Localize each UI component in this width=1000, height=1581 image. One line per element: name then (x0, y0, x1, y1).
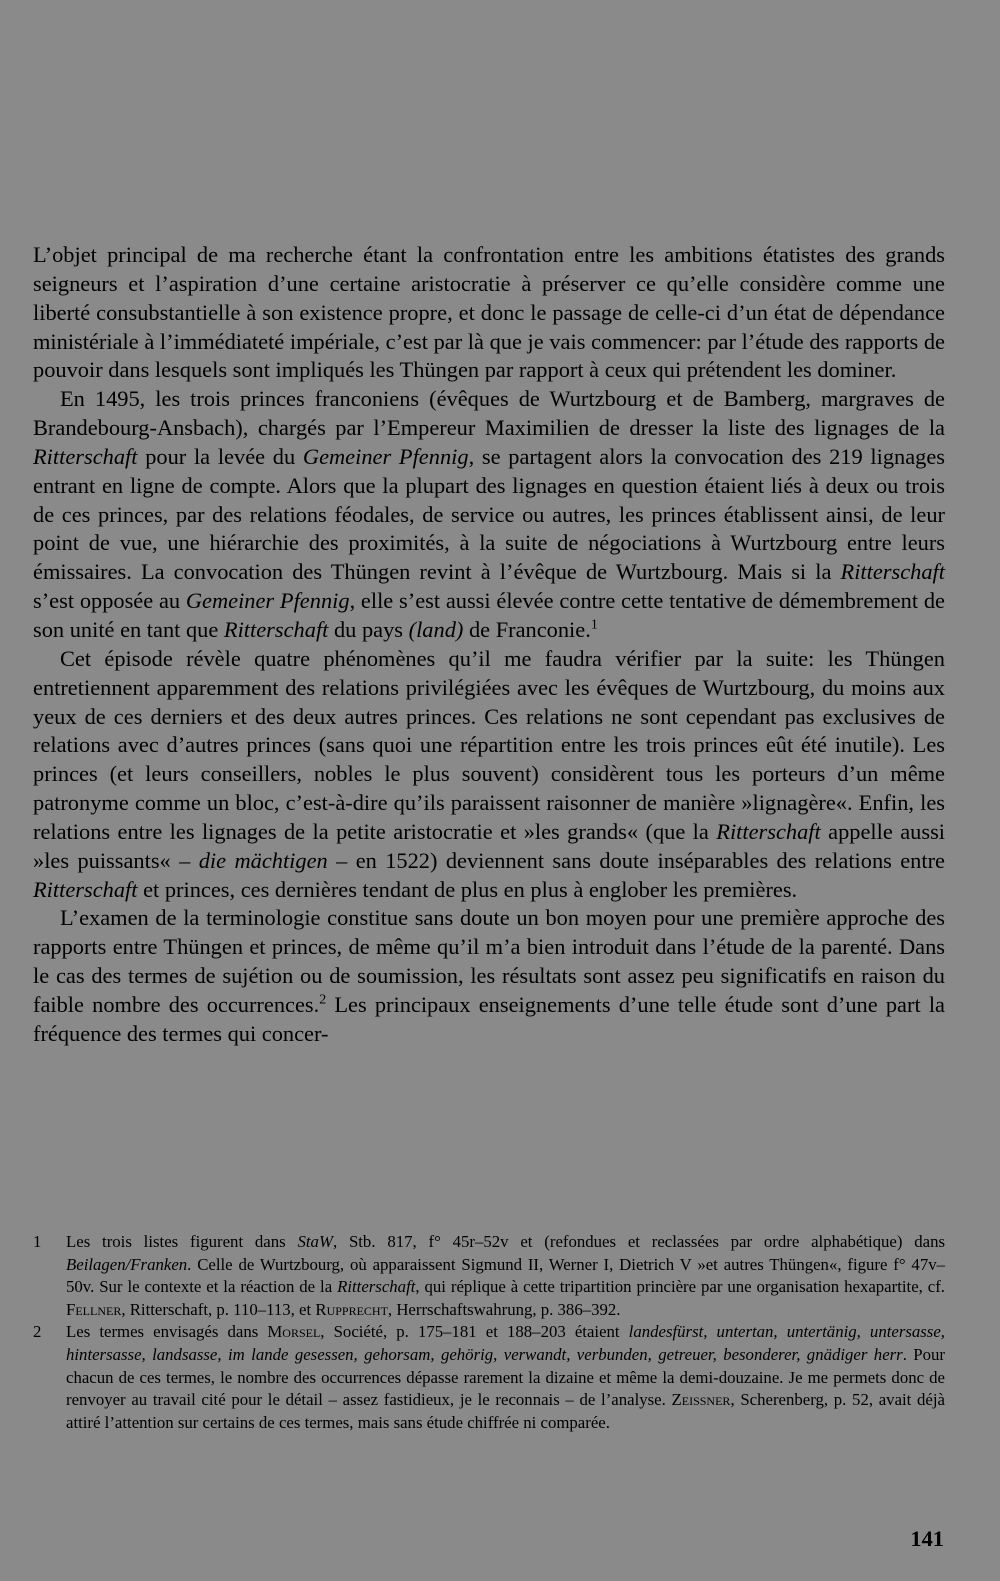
italic-text: Ritterschaft (840, 559, 945, 585)
text-run: Cet épisode révèle quatre phénomènes qu’il me faudra vérifier par la suite: les Thüngen entretiennent apparemment des relations privilégiées avec les évêques de Wurtzbourg, du moins aux yeux de ces derniers et des deux autres princes. Ces relations ne sont cependant pas exclusives de relations avec d’autres princes (sans quoi une répartition entre les trois princes eût été inutile). Les princes (et leurs conseillers, nobles le plus souvent) considèrent tous les porteurs d’un même patronyme comme un bloc, c’est-à-dire qu’ils paraissent raisonner de manière »lignagère«. Enfin, les relations entre les lignages de la petite aristocratie et »les grands« (que la (33, 645, 945, 844)
text-run: L’objet principal de ma recherche étant la confrontation entre les ambitions étatistes des grands seigneurs et l’aspiration d’une certaine aristocratie à préserver ce qu’elle considère comme une liberté consubstantielle à son existence propre, et donc le passage de celle-ci d’un état de dépendance ministériale à l’immédiateté impériale, c’est par là que je vais commencer: par l’étude des rapports de pouvoir dans lesquels sont impliqués les Thüngen par rapport à ceux qui prétendent les dominer. (33, 242, 945, 383)
italic-text: Ritterschaft (33, 876, 138, 902)
footnotes (33, 1231, 945, 1434)
text-run: , Herrschaftswahrung, p. 386–392. (387, 1299, 621, 1319)
text-run: , Société, p. 175–181 et 188–203 étaient (320, 1322, 629, 1342)
paragraph (33, 385, 945, 645)
text-run: pour la levée du (137, 443, 303, 469)
author-name: Morsel (267, 1322, 321, 1342)
footnote-number: 1 (33, 1232, 42, 1251)
italic-text: Beilagen/Franken (66, 1254, 188, 1274)
page-number: 141 (910, 1526, 944, 1551)
italic-text: Ritterschaft (223, 616, 329, 642)
italic-text: Ritterschaft (33, 443, 138, 469)
author-name: Rupprecht (315, 1299, 388, 1319)
italic-text: (land) (408, 616, 464, 642)
paragraph (33, 904, 945, 1048)
text-run: s’est opposée au (33, 588, 186, 614)
footnote (33, 1321, 945, 1434)
text-run: , qui réplique à cette tripartition princière par une organisation hexapartite, cf. (415, 1277, 946, 1297)
text-run: Les trois listes figurent dans (66, 1232, 298, 1251)
text-run: . Celle de Wurtzbourg, où apparaissent Sigmund II, Werner I, Dietrich V »et autres Thüngen«, figure f° 47v–50v. Sur le contexte et la réaction de la (66, 1254, 945, 1297)
text-run: Les termes envisagés dans (66, 1322, 268, 1342)
paragraph (33, 241, 945, 385)
italic-text: die mächtigen (198, 847, 328, 873)
footnote-text (66, 1231, 945, 1321)
text-run: , elle s’est aussi élevée contre cette tentative de démembrement de son unité en tant que (33, 588, 945, 642)
author-name: Fellner (66, 1299, 122, 1319)
text-run: – en 1522) deviennent sans doute inséparables des relations entre (327, 847, 945, 873)
italic-text: Ritterschaft (337, 1277, 416, 1297)
author-name: Zeissner (671, 1390, 731, 1410)
text-run: de Franconie. (463, 616, 591, 642)
text-run: et princes, ces dernières tendant de plus en plus à englober les premières. (137, 876, 798, 902)
italic-text: landesfürst, untertan, untertänig, untersasse, hintersasse, landsasse, im lande gesessen, gehorsam, gehörig, verwandt, verbunden, getreuer, besonderer, gnädiger herr (66, 1322, 945, 1364)
italic-text: Gemeiner Pfennig (302, 443, 469, 469)
italic-text: StaW (297, 1232, 333, 1251)
footnote (33, 1231, 945, 1321)
italic-text: Gemeiner Pfennig (185, 588, 350, 614)
text-run: En 1495, les trois princes franconiens (évêques de Wurtzbourg et de Bamberg, margraves de Brandebourg-Ansbach), chargés par l’Empereur Maximilien de dresser la liste des lignages de la (33, 386, 945, 441)
footnote-ref: 1 (590, 617, 598, 633)
text-run: , Scherenberg, p. 52, avait déjà attiré l’attention sur certains de ces termes, mais sans étude chiffrée ni comparée. (66, 1390, 945, 1432)
footnote-ref: 2 (319, 992, 327, 1008)
footnote-text (66, 1321, 945, 1434)
text-run: Les principaux enseignements d’une telle étude sont d’une part la fréquence des termes qui concer- (33, 991, 945, 1046)
text-run: du pays (328, 616, 409, 642)
text-run: L’examen de la terminologie constitue sans doute un bon moyen pour une première approche des rapports entre Thüngen et princes, de même qu’il m’a bien introduit dans l’étude de la parenté. Dans le cas des termes de sujétion ou de soumission, les résultats sont assez peu significatifs en raison du faible nombre des occurrences. (33, 905, 945, 1017)
footnote-number: 2 (33, 1322, 42, 1342)
italic-text: Ritterschaft (716, 818, 821, 844)
text-run: appelle aussi »les puissants« – (33, 818, 946, 873)
text-run: , Stb. 817, f° 45r–52v et (refondues et reclassées par ordre alphabétique) dans (332, 1232, 945, 1251)
text-run: , se partagent alors la convocation des 219 lignages entrant en ligne de compte. Alors que la plupart des lignages en question étaient liés à deux ou trois de ces princes, par des relations féodales, de service ou autres, les princes établissent ainsi, de leur point de vue, une hiérarchie des proximités, à la suite de négociations à Wurtzbourg entre leurs émissaires. La convocation des Thüngen revint à l’évêque de Wurtzbourg. Mais si la (33, 443, 946, 585)
text-run: , Ritterschaft, p. 110–113, et (121, 1299, 316, 1319)
main-text (33, 241, 945, 1049)
text-run: . Pour chacun de ces termes, le nombre des occurrences dépasse rarement la dizaine et même la demi-douzaine. Je me permets donc de renvoyer au travail cité pour le détail – assez fastidieux, je le reconnais – de l’analyse. (66, 1344, 946, 1410)
paragraph (33, 645, 945, 905)
